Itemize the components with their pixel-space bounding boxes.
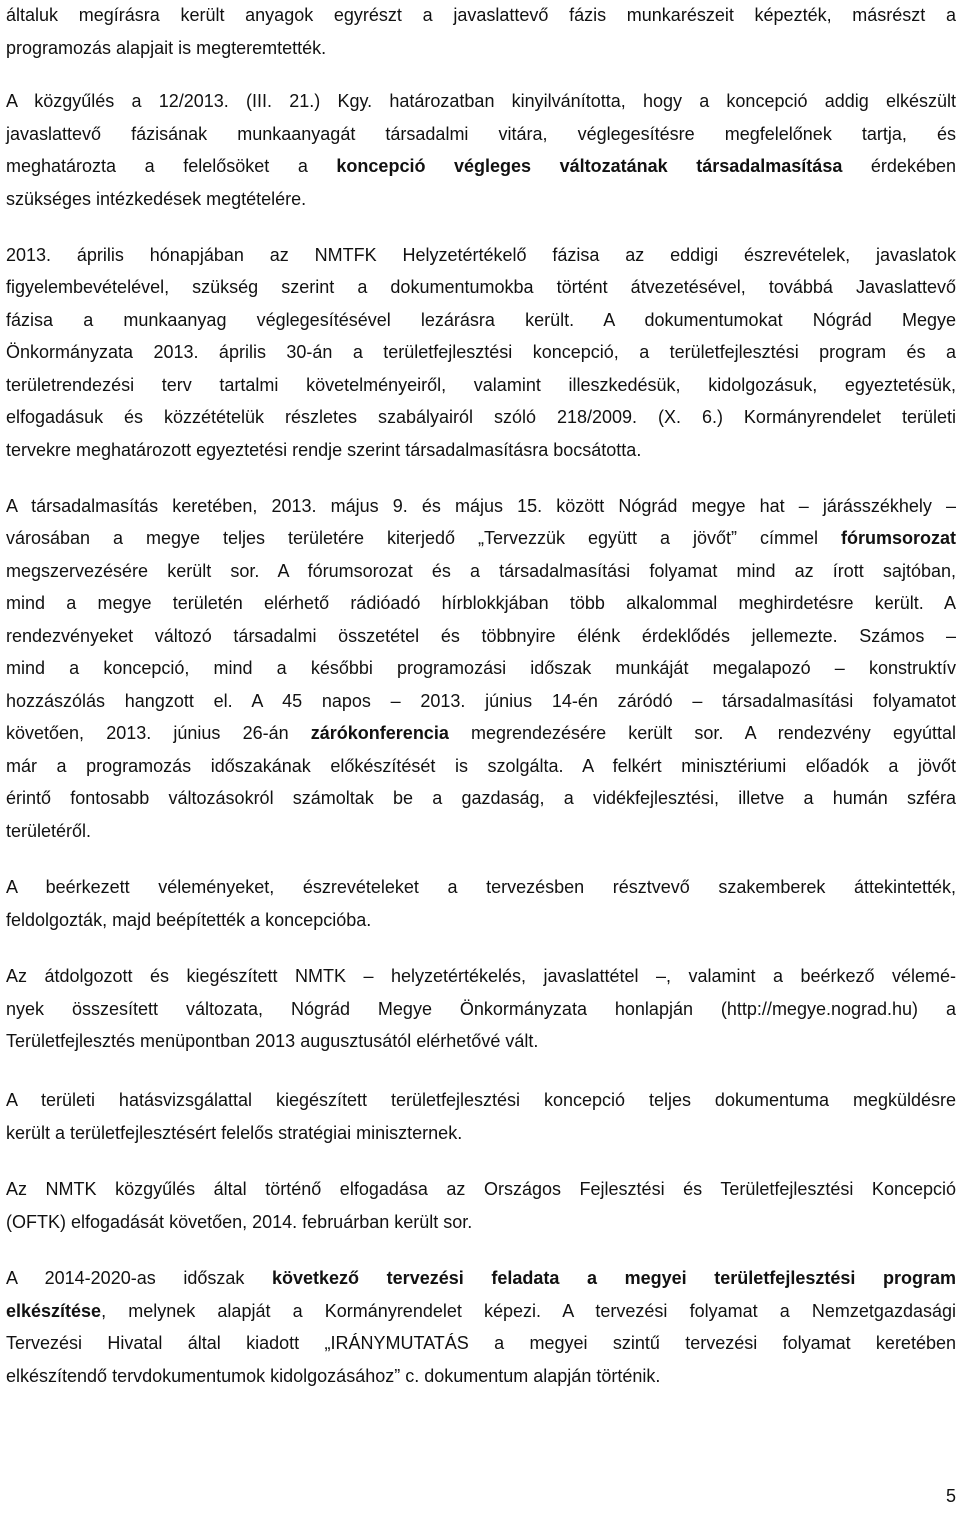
text-line: Az átdolgozott és kiegészített NMTK – helyzetértékelés, javaslattétel –, valamint a beérkező vélemé- (6, 966, 956, 986)
text-line: általuk megírásra került anyagok egyrészt a javaslattevő fázis munkarészeit képezték, másrészt a (6, 5, 956, 25)
text-line: A társadalmasítás keretében, 2013. május 9. és május 15. között Nógrád megye hat – járásszékhely – (6, 496, 956, 516)
text-line: hozzászólás hangzott el. A 45 napos – 2013. június 14-én záródó – társadalmasítási folyamatot (6, 691, 956, 711)
bold-phrase: fórumsorozat (840, 528, 956, 548)
text-line: Önkormányzata 2013. április 30-án a területfejlesztési koncepció, a területfejlesztési program és a (6, 342, 956, 362)
text-line: Az NMTK közgyűlés által történő elfogadása az Országos Fejlesztési és Területfejlesztési Koncepció (6, 1179, 956, 1199)
text-line: elkészítése, melynek alapját a Kormányrendelet képezi. A tervezési folyamat a Nemzetgazdasági (6, 1301, 956, 1321)
text-line: javaslattevő fázisának munkaanyagát társadalmi vitára, véglegesítésre megfelelőnek tartja, és (6, 124, 956, 144)
text-line: fázisa a munkaanyag véglegesítésével lezárásra került. A dokumentumokat Nógrád Megye (6, 310, 956, 330)
text-line: 2013. április hónapjában az NMTFK Helyzetértékelő fázisa az eddigi észrevételek, javaslatok (6, 245, 956, 265)
text-line: programozás alapjait is megteremtették. (6, 38, 327, 58)
text-line: városában a megye teljes területére kiterjedő „Tervezzük együtt a jövőt” címmel fórumsorozat (6, 528, 956, 548)
text-line: területrendezési terv tartalmi követelményeiről, valamint illeszkedésük, kidolgozásuk, egyeztetésük, (6, 375, 956, 395)
text-line: (OFTK) elfogadását követően, 2014. februárban került sor. (6, 1212, 473, 1232)
bold-phrase: elkészítése (6, 1301, 102, 1321)
text-line: tervekre meghatározott egyeztetési rendje szerint társadalmasításra bocsátotta. (6, 440, 642, 460)
text-line: nyek összesített változata, Nógrád Megye Önkormányzata honlapján (http://megye.nograd.hu) a (6, 999, 956, 1019)
text-line: A 2014-2020-as időszak következő tervezési feladata a megyei területfejlesztési program (6, 1268, 956, 1288)
text-line: A közgyűlés a 12/2013. (III. 21.) Kgy. határozatban kinyilvánította, hogy a koncepció addig elkészült (6, 91, 956, 111)
text-line: mind a koncepció, mind a későbbi programozási időszak munkáját megalapozó – konstruktív (6, 658, 956, 678)
text-line: meghatározta a felelősöket a koncepció végleges változatának társadalmasítása érdekében (6, 156, 956, 176)
text-line: elfogadásuk és közzétételük részletes szabályairól szóló 218/2009. (X. 6.) Kormányrendelet területi (6, 407, 956, 427)
page-number: 5 (945, 1486, 956, 1506)
text-line: Területfejlesztés menüpontban 2013 augusztusától elérhetővé vált. (6, 1031, 539, 1051)
bold-phrase: zárókonferencia (310, 723, 449, 743)
text-line: figyelembevételével, szükség szerint a dokumentumokba történt átvezetésével, továbbá Javaslattevő (6, 277, 956, 297)
text-line: feldolgozták, majd beépítették a koncepcióba. (6, 910, 372, 930)
bold-phrase: következő tervezési feladata a megyei területfejlesztési program (272, 1268, 956, 1288)
text-line: követően, 2013. június 26-án zárókonferencia megrendezésére került sor. A rendezvény egyúttal (6, 723, 956, 743)
text-line: rendezvényeket változó társadalmi összetétel és többnyire élénk érdeklődés jellemezte. Számos – (6, 626, 956, 646)
text-line: már a programozás időszakának előkészítését is szolgálta. A felkért minisztériumi előadók a jövőt (6, 756, 956, 776)
text-line: A területi hatásvizsgálattal kiegészített területfejlesztési koncepció teljes dokumentuma megküldésre (6, 1090, 956, 1110)
text-line: területéről. (6, 821, 92, 841)
bold-phrase: koncepció végleges változatának társadalmasítása (336, 156, 843, 176)
text-line: mind a megye területén elérhető rádióadó hírblokkjában több alkalommal meghirdetésre került. A (6, 593, 956, 613)
text-line: került a területfejlesztésért felelős stratégiai miniszternek. (6, 1123, 463, 1143)
text-line: A beérkezett véleményeket, észrevételeket a tervezésben résztvevő szakemberek áttekintették, (6, 877, 956, 897)
text-line: elkészítendő tervdokumentumok kidolgozásához” c. dokumentum alapján történik. (6, 1366, 661, 1386)
text-line: megszervezésére került sor. A fórumsorozat és a társadalmasítási folyamat mind az írott sajtóban, (6, 561, 956, 581)
text-line: Tervezési Hivatal által kiadott „IRÁNYMUTATÁS a megyei szintű tervezési folyamat keretében (6, 1333, 956, 1353)
text-line: szükséges intézkedések megtételére. (6, 189, 307, 209)
text-line: érintő fontosabb változásokról számoltak be a gazdaság, a vidékfejlesztési, illetve a humán szféra (6, 788, 956, 808)
